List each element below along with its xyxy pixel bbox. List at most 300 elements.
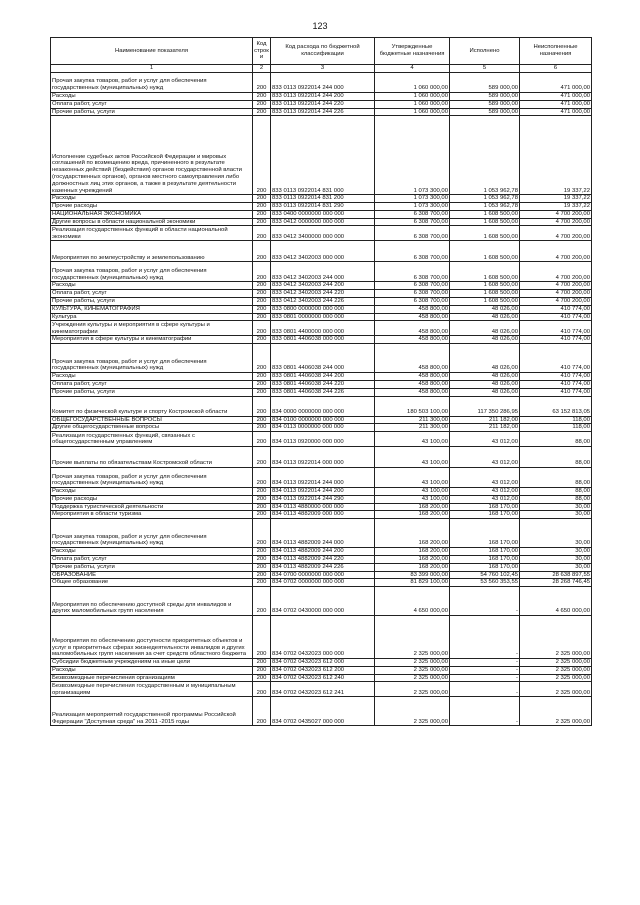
approved-amount-cell: 1 060 000,00	[375, 93, 450, 101]
executed-amount-cell: -	[450, 616, 520, 659]
table-row	[51, 416, 592, 424]
indicator-name-cell: Расходы	[51, 666, 253, 674]
table-row	[51, 241, 592, 262]
table-row	[51, 495, 592, 503]
unexecuted-amount-cell: 4 700 200,00	[520, 262, 592, 282]
approved-amount-cell: 458 800,00	[375, 336, 450, 344]
line-code-cell: 200	[253, 659, 271, 667]
line-code-cell: 200	[253, 697, 271, 726]
executed-amount-cell: 589 000,00	[450, 100, 520, 108]
line-code-cell: 200	[253, 336, 271, 344]
approved-amount-cell: 1 060 000,00	[375, 73, 450, 93]
classification-code-cell: 834 0113 0922014 244 200	[271, 488, 375, 496]
column-index: 2	[253, 65, 271, 73]
header-unexecuted-appropriations: Неисполненные назначения	[520, 38, 592, 65]
classification-code-cell: 833 0113 0922014 244 200	[271, 93, 375, 101]
line-code-cell: 200	[253, 548, 271, 556]
indicator-name-cell: Расходы	[51, 93, 253, 101]
line-code-cell: 200	[253, 432, 271, 447]
executed-amount-cell: 48 026,00	[450, 388, 520, 396]
approved-amount-cell: 2 325 000,00	[375, 697, 450, 726]
indicator-name-cell: КУЛЬТУРА, КИНЕМАТОГРАФИЯ	[51, 305, 253, 313]
indicator-name-cell: Прочая закупка товаров, работ и услуг для обеспечения государственных (муниципальных) нужд	[51, 344, 253, 373]
table-row	[51, 380, 592, 388]
executed-amount-cell: 168 170,00	[450, 548, 520, 556]
indicator-name-cell: Учреждения культуры и мероприятия в сфере культуры и кинематографии	[51, 321, 253, 336]
unexecuted-amount-cell: 28 268 746,45	[520, 579, 592, 587]
table-row	[51, 321, 592, 336]
line-code-cell: 200	[253, 555, 271, 563]
table-row	[51, 488, 592, 496]
table-row	[51, 336, 592, 344]
header-approved-appropriations: Утвержденные бюджетные назначения	[375, 38, 450, 65]
classification-code-cell: 834 0113 4882009 000 000	[271, 511, 375, 519]
approved-amount-cell: 6 308 700,00	[375, 290, 450, 298]
line-code-cell: 200	[253, 682, 271, 697]
approved-amount-cell: 458 800,00	[375, 388, 450, 396]
line-code-cell: 200	[253, 396, 271, 416]
executed-amount-cell: -	[450, 674, 520, 682]
approved-amount-cell: 2 325 000,00	[375, 666, 450, 674]
executed-amount-cell: 589 000,00	[450, 93, 520, 101]
executed-amount-cell: 1 053 962,78	[450, 195, 520, 203]
table-row	[51, 555, 592, 563]
approved-amount-cell: 43 100,00	[375, 488, 450, 496]
unexecuted-amount-cell: 2 325 000,00	[520, 659, 592, 667]
approved-amount-cell: 6 308 700,00	[375, 282, 450, 290]
line-code-cell: 200	[253, 488, 271, 496]
approved-amount-cell: 1 073 300,00	[375, 195, 450, 203]
classification-code-cell: 834 0113 4882009 244 000	[271, 519, 375, 548]
classification-code-cell: 834 0113 0920000 000 000	[271, 432, 375, 447]
indicator-name-cell: Расходы	[51, 195, 253, 203]
approved-amount-cell: 2 325 000,00	[375, 659, 450, 667]
table-row	[51, 226, 592, 241]
classification-code-cell: 834 0113 4882009 244 200	[271, 548, 375, 556]
table-body	[51, 73, 592, 726]
unexecuted-amount-cell: 410 774,00	[520, 313, 592, 321]
unexecuted-amount-cell: 19 337,22	[520, 195, 592, 203]
executed-amount-cell: 1 053 962,78	[450, 203, 520, 211]
executed-amount-cell: 43 012,00	[450, 432, 520, 447]
indicator-name-cell: Культура	[51, 313, 253, 321]
indicator-name-cell: Прочие расходы	[51, 203, 253, 211]
approved-amount-cell: 6 308 700,00	[375, 298, 450, 306]
indicator-name-cell: НАЦИОНАЛЬНАЯ ЭКОНОМИКА	[51, 210, 253, 218]
executed-amount-cell: 54 760 102,45	[450, 571, 520, 579]
line-code-cell: 200	[253, 108, 271, 116]
classification-code-cell: 834 0113 4882009 244 226	[271, 563, 375, 571]
unexecuted-amount-cell: 30,00	[520, 503, 592, 511]
classification-code-cell: 834 0702 0432023 612 240	[271, 674, 375, 682]
unexecuted-amount-cell: 4 700 200,00	[520, 290, 592, 298]
table-row	[51, 659, 592, 667]
executed-amount-cell: 48 026,00	[450, 313, 520, 321]
classification-code-cell: 833 0412 0000000 000 000	[271, 218, 375, 226]
indicator-name-cell: Оплата работ, услуг	[51, 290, 253, 298]
executed-amount-cell: 1 053 962,78	[450, 116, 520, 195]
executed-amount-cell: 48 026,00	[450, 305, 520, 313]
classification-code-cell: 833 0412 3402003 244 220	[271, 290, 375, 298]
line-code-cell: 200	[253, 563, 271, 571]
line-code-cell: 200	[253, 313, 271, 321]
executed-amount-cell: -	[450, 697, 520, 726]
classification-code-cell: 834 0702 0430000 000 000	[271, 587, 375, 616]
approved-amount-cell: 168 200,00	[375, 511, 450, 519]
approved-amount-cell: 43 100,00	[375, 495, 450, 503]
classification-code-cell: 833 0801 4406038 244 220	[271, 380, 375, 388]
indicator-name-cell: Прочие работы, услуги	[51, 563, 253, 571]
line-code-cell: 200	[253, 503, 271, 511]
header-executed: Исполнено	[450, 38, 520, 65]
executed-amount-cell: 48 026,00	[450, 380, 520, 388]
column-index: 4	[375, 65, 450, 73]
table-row	[51, 424, 592, 432]
table-row	[51, 93, 592, 101]
line-code-cell: 200	[253, 116, 271, 195]
classification-code-cell: 834 0113 0000000 000 000	[271, 424, 375, 432]
unexecuted-amount-cell: 2 325 000,00	[520, 666, 592, 674]
unexecuted-amount-cell: 4 700 200,00	[520, 226, 592, 241]
table-row	[51, 218, 592, 226]
indicator-name-cell: Прочая закупка товаров, работ и услуг для обеспечения государственных (муниципальных) нужд	[51, 468, 253, 488]
unexecuted-amount-cell: 410 774,00	[520, 373, 592, 381]
unexecuted-amount-cell: 30,00	[520, 555, 592, 563]
approved-amount-cell: 43 100,00	[375, 432, 450, 447]
approved-amount-cell: 43 100,00	[375, 468, 450, 488]
budget-execution-table	[50, 37, 592, 726]
approved-amount-cell: 168 200,00	[375, 548, 450, 556]
classification-code-cell: 833 0801 4406038 244 200	[271, 373, 375, 381]
table-row	[51, 305, 592, 313]
classification-code-cell: 834 0113 4880000 000 000	[271, 503, 375, 511]
classification-code-cell: 834 0113 0922014 244 000	[271, 468, 375, 488]
unexecuted-amount-cell: 88,00	[520, 495, 592, 503]
unexecuted-amount-cell: 30,00	[520, 519, 592, 548]
classification-code-cell: 834 0702 0432023 612 200	[271, 666, 375, 674]
approved-amount-cell: 1 073 300,00	[375, 203, 450, 211]
table-row	[51, 262, 592, 282]
table-row	[51, 563, 592, 571]
approved-amount-cell: 81 829 100,00	[375, 579, 450, 587]
approved-amount-cell: 211 300,00	[375, 424, 450, 432]
unexecuted-amount-cell: 410 774,00	[520, 305, 592, 313]
classification-code-cell: 833 0412 3400000 000 000	[271, 226, 375, 241]
unexecuted-amount-cell: 4 700 200,00	[520, 241, 592, 262]
executed-amount-cell: 43 012,00	[450, 488, 520, 496]
line-code-cell: 200	[253, 373, 271, 381]
approved-amount-cell: 1 060 000,00	[375, 100, 450, 108]
indicator-name-cell: Прочая закупка товаров, работ и услуг для обеспечения государственных (муниципальных) нужд	[51, 73, 253, 93]
approved-amount-cell: 6 308 700,00	[375, 210, 450, 218]
unexecuted-amount-cell: 118,00	[520, 416, 592, 424]
classification-code-cell: 834 0702 0432023 612 000	[271, 659, 375, 667]
indicator-name-cell: Оплата работ, услуг	[51, 380, 253, 388]
indicator-name-cell: ОБРАЗОВАНИЕ	[51, 571, 253, 579]
executed-amount-cell: 53 560 353,55	[450, 579, 520, 587]
table-row	[51, 298, 592, 306]
approved-amount-cell: 1 073 300,00	[375, 116, 450, 195]
indicator-name-cell: Мероприятия по землеустройству и землепользованию	[51, 241, 253, 262]
unexecuted-amount-cell: 63 152 813,05	[520, 396, 592, 416]
approved-amount-cell: 6 308 700,00	[375, 218, 450, 226]
line-code-cell: 200	[253, 262, 271, 282]
executed-amount-cell: 168 170,00	[450, 555, 520, 563]
table-row	[51, 195, 592, 203]
classification-code-cell: 834 0100 0000000 000 000	[271, 416, 375, 424]
unexecuted-amount-cell: 410 774,00	[520, 380, 592, 388]
executed-amount-cell: 589 000,00	[450, 73, 520, 93]
classification-code-cell: 833 0113 0922014 244 000	[271, 73, 375, 93]
line-code-cell: 200	[253, 298, 271, 306]
indicator-name-cell: Субсидии бюджетным учреждениям на иные цели	[51, 659, 253, 667]
column-index: 1	[51, 65, 253, 73]
classification-code-cell: 834 0702 0435027 000 000	[271, 697, 375, 726]
unexecuted-amount-cell: 4 700 200,00	[520, 218, 592, 226]
indicator-name-cell: Прочие выплаты по обязательствам Костромской области	[51, 447, 253, 468]
indicator-name-cell: Расходы	[51, 282, 253, 290]
approved-amount-cell: 168 200,00	[375, 519, 450, 548]
table-row	[51, 73, 592, 93]
unexecuted-amount-cell: 30,00	[520, 548, 592, 556]
classification-code-cell: 834 0702 0000000 000 000	[271, 579, 375, 587]
table-row	[51, 210, 592, 218]
table-row	[51, 571, 592, 579]
indicator-name-cell: Общее образование	[51, 579, 253, 587]
table-row	[51, 100, 592, 108]
indicator-name-cell: Оплата работ, услуг	[51, 555, 253, 563]
unexecuted-amount-cell: 2 325 000,00	[520, 682, 592, 697]
classification-code-cell: 833 0113 0922014 831 200	[271, 195, 375, 203]
column-index-row	[51, 65, 592, 73]
table-row	[51, 388, 592, 396]
table-row	[51, 344, 592, 373]
classification-code-cell: 834 0113 4882009 244 220	[271, 555, 375, 563]
classification-code-cell: 833 0113 0922014 831 290	[271, 203, 375, 211]
table-row	[51, 519, 592, 548]
line-code-cell: 200	[253, 100, 271, 108]
unexecuted-amount-cell: 88,00	[520, 432, 592, 447]
line-code-cell: 200	[253, 447, 271, 468]
approved-amount-cell: 83 399 000,00	[375, 571, 450, 579]
line-code-cell: 200	[253, 380, 271, 388]
classification-code-cell: 834 0113 0922014 000 000	[271, 447, 375, 468]
classification-code-cell: 833 0400 0000000 000 000	[271, 210, 375, 218]
approved-amount-cell: 1 060 000,00	[375, 108, 450, 116]
line-code-cell: 200	[253, 210, 271, 218]
approved-amount-cell: 458 800,00	[375, 321, 450, 336]
indicator-name-cell: Реализация мероприятий государственной программы Российской Федерации "Доступная среда" на 2011 -2015 годы	[51, 697, 253, 726]
line-code-cell: 200	[253, 344, 271, 373]
executed-amount-cell: 48 026,00	[450, 373, 520, 381]
line-code-cell: 200	[253, 519, 271, 548]
executed-amount-cell: 48 026,00	[450, 344, 520, 373]
unexecuted-amount-cell: 4 650 000,00	[520, 587, 592, 616]
indicator-name-cell: Безвозмездные перечисления государственным и муниципальным организациям	[51, 682, 253, 697]
header-indicator-name: Наименование показателя	[51, 38, 253, 65]
indicator-name-cell: Прочие расходы	[51, 495, 253, 503]
header-budget-classification-code: Код расхода по бюджетной классификации	[271, 38, 375, 65]
line-code-cell: 200	[253, 195, 271, 203]
approved-amount-cell: 2 325 000,00	[375, 674, 450, 682]
column-index: 6	[520, 65, 592, 73]
executed-amount-cell: 43 012,00	[450, 495, 520, 503]
executed-amount-cell: 48 026,00	[450, 321, 520, 336]
unexecuted-amount-cell: 471 000,00	[520, 100, 592, 108]
indicator-name-cell: Мероприятия в области туризма	[51, 511, 253, 519]
line-code-cell: 200	[253, 674, 271, 682]
table-row	[51, 432, 592, 447]
classification-code-cell: 834 0702 0432023 000 000	[271, 616, 375, 659]
line-code-cell: 200	[253, 203, 271, 211]
table-row	[51, 666, 592, 674]
table-row	[51, 290, 592, 298]
executed-amount-cell: 1 608 500,00	[450, 210, 520, 218]
indicator-name-cell: Другие общегосударственные вопросы	[51, 424, 253, 432]
approved-amount-cell: 168 200,00	[375, 503, 450, 511]
indicator-name-cell: Поддержка туристической деятельности	[51, 503, 253, 511]
table-row	[51, 116, 592, 195]
column-index: 5	[450, 65, 520, 73]
line-code-cell: 200	[253, 587, 271, 616]
executed-amount-cell: -	[450, 666, 520, 674]
indicator-name-cell: Другие вопросы в области национальной экономики	[51, 218, 253, 226]
executed-amount-cell: -	[450, 659, 520, 667]
unexecuted-amount-cell: 2 325 000,00	[520, 697, 592, 726]
classification-code-cell: 833 0801 4406038 000 000	[271, 336, 375, 344]
executed-amount-cell: 211 182,00	[450, 416, 520, 424]
table-row	[51, 674, 592, 682]
classification-code-cell: 833 0412 3402003 244 200	[271, 282, 375, 290]
table-row	[51, 548, 592, 556]
indicator-name-cell: Расходы	[51, 548, 253, 556]
line-code-cell: 200	[253, 321, 271, 336]
page-number: 123	[312, 21, 328, 31]
unexecuted-amount-cell: 118,00	[520, 424, 592, 432]
executed-amount-cell: 43 012,00	[450, 447, 520, 468]
table-row	[51, 468, 592, 488]
indicator-name-cell: Реализация государственных функций, связанных с общегосударственным управлением	[51, 432, 253, 447]
unexecuted-amount-cell: 19 337,22	[520, 203, 592, 211]
approved-amount-cell: 6 308 700,00	[375, 226, 450, 241]
executed-amount-cell: 43 012,00	[450, 468, 520, 488]
executed-amount-cell: 1 608 500,00	[450, 262, 520, 282]
line-code-cell: 200	[253, 571, 271, 579]
line-code-cell: 200	[253, 388, 271, 396]
line-code-cell: 200	[253, 241, 271, 262]
line-code-cell: 200	[253, 282, 271, 290]
table-row	[51, 587, 592, 616]
unexecuted-amount-cell: 4 700 200,00	[520, 210, 592, 218]
classification-code-cell: 834 0113 0922014 244 290	[271, 495, 375, 503]
executed-amount-cell: 589 000,00	[450, 108, 520, 116]
line-code-cell: 200	[253, 579, 271, 587]
table-row	[51, 313, 592, 321]
executed-amount-cell: 168 170,00	[450, 519, 520, 548]
indicator-name-cell: Прочие работы, услуги	[51, 388, 253, 396]
line-code-cell: 200	[253, 424, 271, 432]
line-code-cell: 200	[253, 305, 271, 313]
unexecuted-amount-cell: 4 700 200,00	[520, 298, 592, 306]
table-row	[51, 396, 592, 416]
indicator-name-cell: Оплата работ, услуг	[51, 100, 253, 108]
unexecuted-amount-cell: 471 000,00	[520, 108, 592, 116]
unexecuted-amount-cell: 471 000,00	[520, 93, 592, 101]
table-row	[51, 579, 592, 587]
indicator-name-cell: Мероприятия по обеспечению доступной среды для инвалидов и других маломобильных групп населения	[51, 587, 253, 616]
indicator-name-cell: Прочая закупка товаров, работ и услуг для обеспечения государственных (муниципальных) нужд	[51, 262, 253, 282]
classification-code-cell: 833 0801 4406038 244 226	[271, 388, 375, 396]
approved-amount-cell: 458 800,00	[375, 344, 450, 373]
unexecuted-amount-cell: 410 774,00	[520, 388, 592, 396]
table-row	[51, 511, 592, 519]
unexecuted-amount-cell: 30,00	[520, 563, 592, 571]
table-row	[51, 373, 592, 381]
executed-amount-cell: -	[450, 682, 520, 697]
approved-amount-cell: 458 800,00	[375, 380, 450, 388]
approved-amount-cell: 2 325 000,00	[375, 616, 450, 659]
unexecuted-amount-cell: 471 000,00	[520, 73, 592, 93]
executed-amount-cell: 1 608 500,00	[450, 218, 520, 226]
line-code-cell: 200	[253, 290, 271, 298]
indicator-name-cell: Мероприятия в сфере культуры и кинематографии	[51, 336, 253, 344]
line-code-cell: 200	[253, 495, 271, 503]
indicator-name-cell: Комитет по физической культуре и спорту Костромской области	[51, 396, 253, 416]
unexecuted-amount-cell: 2 325 000,00	[520, 674, 592, 682]
approved-amount-cell: 6 308 700,00	[375, 241, 450, 262]
approved-amount-cell: 6 308 700,00	[375, 262, 450, 282]
unexecuted-amount-cell: 410 774,00	[520, 321, 592, 336]
approved-amount-cell: 168 200,00	[375, 563, 450, 571]
indicator-name-cell: Исполнение судебных актов Российской Федерации и мировых соглашений по возмещению вреда, причиненного в результате незаконных действий (бездействия) органов государственной власти (государственных органов), органов местного самоуправления либо должностных лиц этих органов, а также в результате деятельности казенных учреждений	[51, 116, 253, 195]
line-code-cell: 200	[253, 226, 271, 241]
classification-code-cell: 833 0801 0000000 000 000	[271, 313, 375, 321]
line-code-cell: 200	[253, 93, 271, 101]
table-row	[51, 447, 592, 468]
table-row	[51, 282, 592, 290]
indicator-name-cell: Реализация государственных функций в области национальной экономики	[51, 226, 253, 241]
line-code-cell: 200	[253, 218, 271, 226]
indicator-name-cell: Прочие работы, услуги	[51, 298, 253, 306]
executed-amount-cell: 168 170,00	[450, 563, 520, 571]
approved-amount-cell: 2 325 000,00	[375, 682, 450, 697]
table-row	[51, 203, 592, 211]
classification-code-cell: 833 0113 0922014 244 220	[271, 100, 375, 108]
indicator-name-cell: Расходы	[51, 488, 253, 496]
unexecuted-amount-cell: 88,00	[520, 468, 592, 488]
approved-amount-cell: 458 800,00	[375, 313, 450, 321]
classification-code-cell: 833 0113 0922014 244 226	[271, 108, 375, 116]
indicator-name-cell: Расходы	[51, 373, 253, 381]
indicator-name-cell: Безвозмездные перечисления организациям	[51, 674, 253, 682]
unexecuted-amount-cell: 88,00	[520, 488, 592, 496]
classification-code-cell: 834 0000 0000000 000 000	[271, 396, 375, 416]
line-code-cell: 200	[253, 666, 271, 674]
executed-amount-cell: 168 170,00	[450, 511, 520, 519]
unexecuted-amount-cell: 2 325 000,00	[520, 616, 592, 659]
unexecuted-amount-cell: 19 337,22	[520, 116, 592, 195]
indicator-name-cell: Мероприятия по обеспечению доступности приоритетных объектов и услуг в приоритетных сферах жизнедеятельности инвалидов и других маломобильных групп населения за счет средств областного бюджета	[51, 616, 253, 659]
classification-code-cell: 833 0113 0922014 831 000	[271, 116, 375, 195]
table-row	[51, 503, 592, 511]
line-code-cell: 200	[253, 468, 271, 488]
classification-code-cell: 834 0700 0000000 000 000	[271, 571, 375, 579]
unexecuted-amount-cell: 88,00	[520, 447, 592, 468]
line-code-cell: 200	[253, 73, 271, 93]
executed-amount-cell: 117 350 286,95	[450, 396, 520, 416]
classification-code-cell: 833 0412 3402003 244 000	[271, 262, 375, 282]
approved-amount-cell: 4 650 000,00	[375, 587, 450, 616]
